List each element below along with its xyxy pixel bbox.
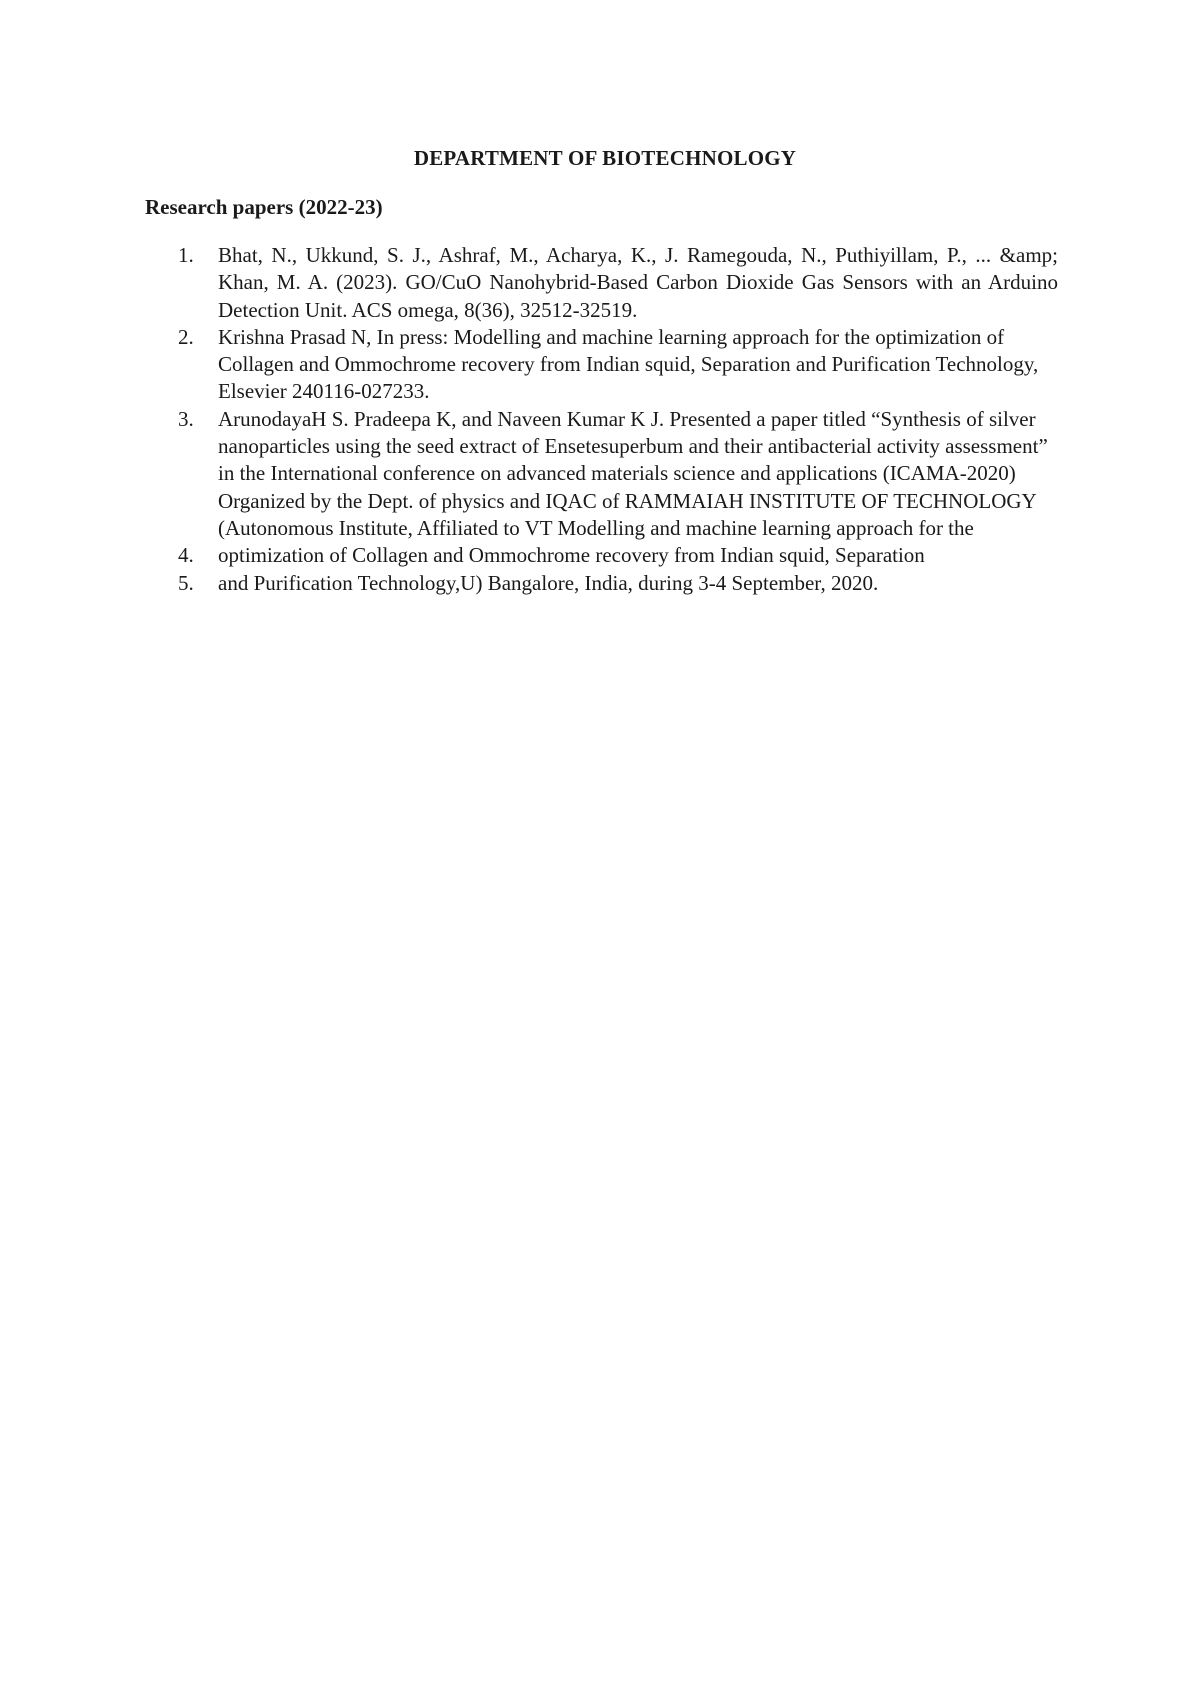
list-item-text: Krishna Prasad N, In press: Modelling and machine learning approach for the optimization of Collagen and Ommochrome recovery from Indian squid, Separation and Purification Technology, Elsevier 240116-027233. (218, 324, 1039, 404)
list-item-number: 1. (178, 243, 194, 267)
list-item (178, 570, 1058, 597)
research-papers-list (178, 242, 1058, 597)
list-item-text: ArunodayaH S. Pradeepa K, and Naveen Kumar K J. Presented a paper titled “Synthesis of silver nanoparticles using the seed extract of Ensetesuperbum and their antibacterial activity assessment” in the International conference on advanced materials science and applications (ICAMA-2020) Organized by the Dept. of physics and IQAC of RAMMAIAH INSTITUTE OF TECHNOLOGY (Autonomous Institute, Affiliated to VT Modelling and machine learning approach for the (218, 406, 1048, 540)
list-item-number: 3. (178, 406, 194, 431)
list-item-text: Bhat, N., Ukkund, S. J., Ashraf, M., Acharya, K., J. Ramegouda, N., Puthiyillam, P., ... &amp; Khan, M. A. (2023). GO/CuO Nanohybrid-Based Carbon Dioxide Gas Sensors with an Arduino Detection Unit. ACS omega, 8(36), 32512-32519. (218, 243, 1058, 322)
section-heading: Research papers (2022-23) (145, 195, 383, 219)
list-item-text: optimization of Collagen and Ommochrome recovery from Indian squid, Separation (218, 543, 925, 568)
list-item-number: 4. (178, 543, 194, 568)
list-item-number: 5. (178, 570, 194, 595)
list-item (178, 542, 1058, 569)
department-title: DEPARTMENT OF BIOTECHNOLOGY (413, 146, 797, 170)
list-item-text: and Purification Technology,U) Bangalore, India, during 3-4 September, 2020. (218, 570, 879, 595)
list-item-number: 2. (178, 324, 194, 349)
list-item (178, 242, 1058, 324)
list-item (178, 324, 1058, 406)
list-item (178, 406, 1058, 542)
